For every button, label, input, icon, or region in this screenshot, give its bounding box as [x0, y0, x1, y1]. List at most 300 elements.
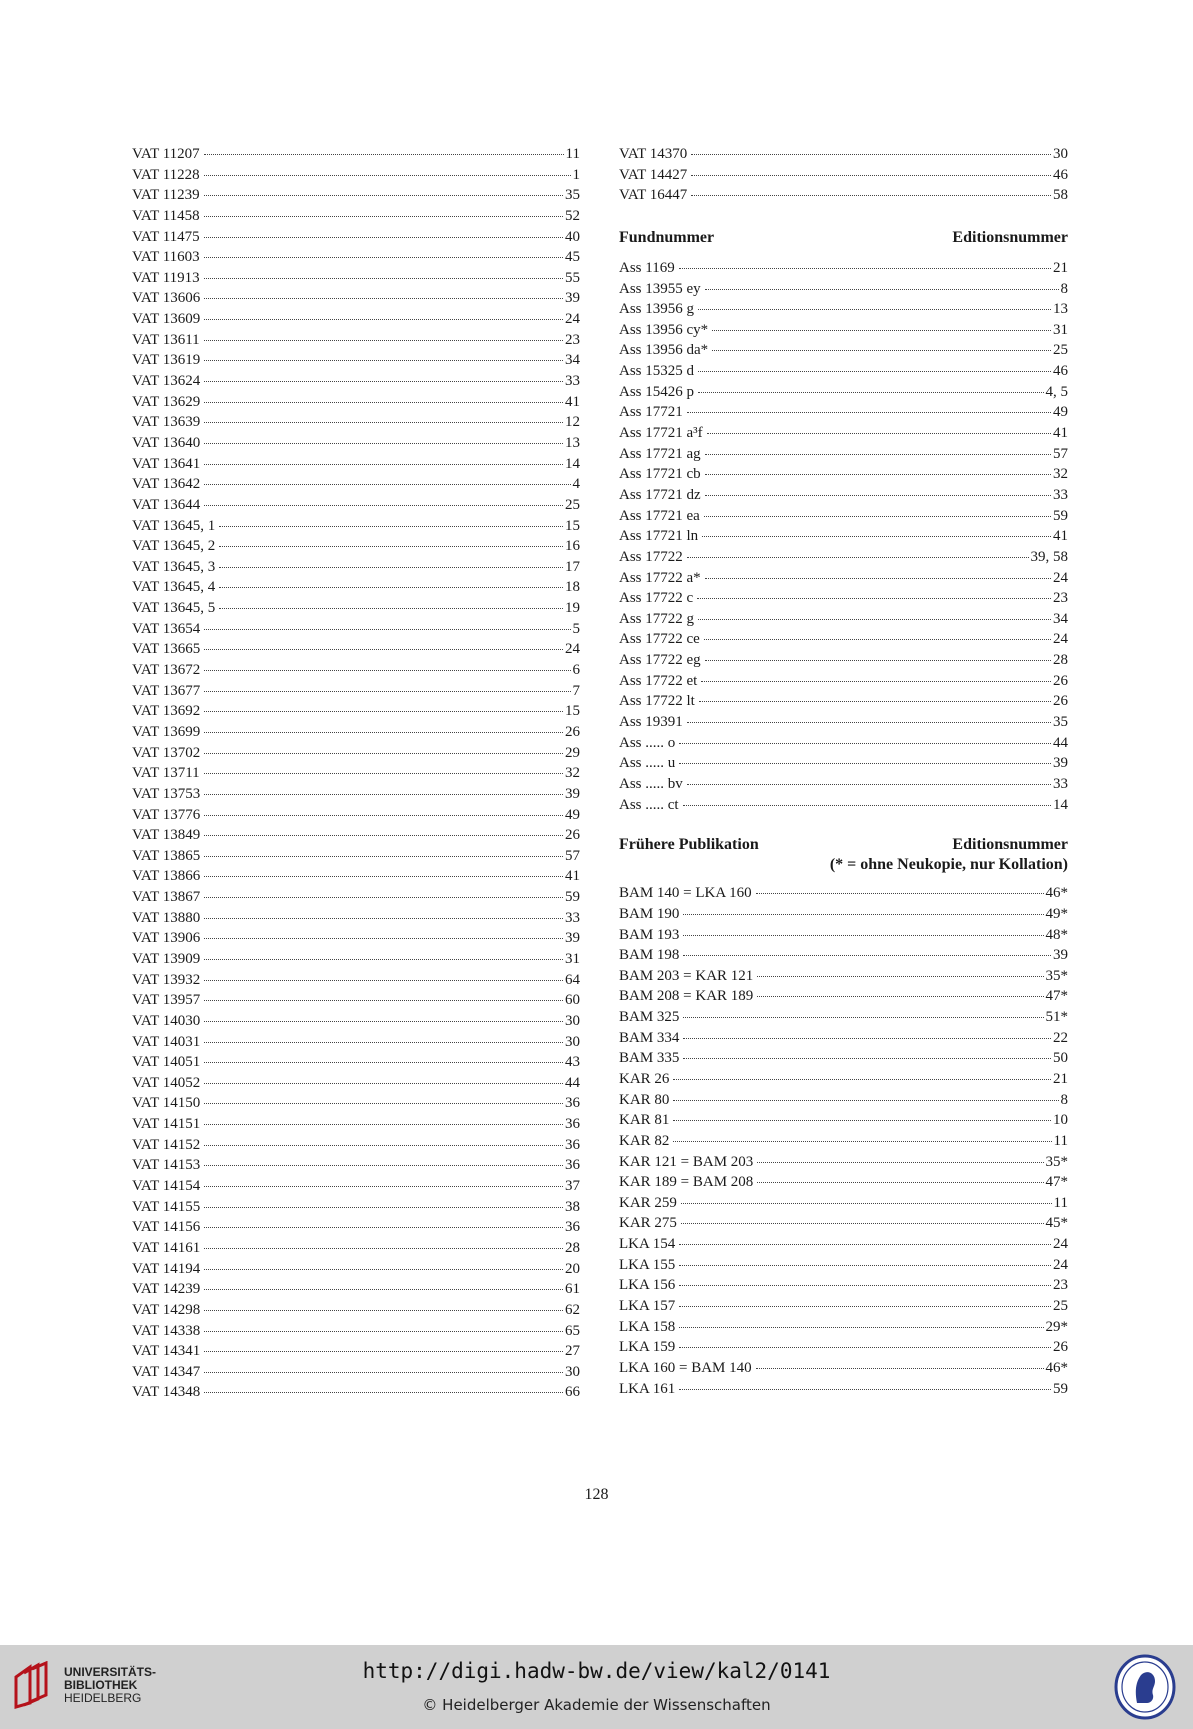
publication-entry	[619, 966, 1068, 987]
entry-number: 36	[565, 1157, 580, 1174]
dot-leader	[704, 516, 1051, 517]
entry-number: 24	[565, 641, 580, 658]
entry-number: 36	[565, 1219, 580, 1236]
entry-label: VAT 13753	[132, 785, 201, 802]
entry-number: 31	[565, 950, 580, 967]
vat-entry	[619, 144, 1068, 165]
dot-leader	[204, 278, 563, 279]
dot-leader	[697, 598, 1051, 599]
dot-leader	[705, 495, 1051, 496]
vat-entry	[132, 763, 580, 784]
entry-number: 41	[1053, 425, 1068, 442]
vat-entry	[132, 1032, 580, 1053]
fund-entry	[619, 340, 1068, 361]
publication-heading-right: Editionsnummer	[952, 836, 1068, 854]
entry-number: 10	[1053, 1112, 1068, 1129]
fund-entry	[619, 588, 1068, 609]
entry-label: VAT 14031	[132, 1033, 201, 1050]
entry-label: LKA 159	[619, 1339, 676, 1356]
entry-number: 20	[565, 1260, 580, 1277]
dot-leader	[204, 835, 563, 836]
dot-leader	[683, 1038, 1051, 1039]
dot-leader	[204, 876, 563, 877]
vat-entry	[132, 350, 580, 371]
vat-entry	[132, 887, 580, 908]
entry-number: 8	[1060, 280, 1068, 297]
entry-label: Ass 17721 ag	[619, 445, 701, 462]
vat-entry	[132, 1155, 580, 1176]
publication-entry	[619, 945, 1068, 966]
entry-number: 4, 5	[1045, 383, 1068, 400]
publication-entry	[619, 1296, 1068, 1317]
dot-leader	[698, 309, 1051, 310]
entry-label: VAT 13619	[132, 352, 201, 369]
dot-leader	[204, 1269, 563, 1270]
dot-leader	[683, 955, 1051, 956]
entry-number: 36	[565, 1136, 580, 1153]
dot-leader	[204, 1062, 563, 1063]
dot-leader	[204, 794, 563, 795]
entry-label: VAT 13699	[132, 723, 201, 740]
publication-entry	[619, 1069, 1068, 1090]
dot-leader	[681, 1223, 1044, 1224]
entry-number: 46*	[1045, 885, 1068, 902]
dot-leader	[219, 587, 563, 588]
entry-number: 23	[1053, 590, 1068, 607]
fundnummer-heading	[619, 228, 1068, 248]
fund-entry	[619, 691, 1068, 712]
vat-entry	[132, 598, 580, 619]
publication-entry	[619, 1275, 1068, 1296]
publication-entry	[619, 883, 1068, 904]
entry-label: VAT 14239	[132, 1281, 201, 1298]
entry-number: 64	[565, 971, 580, 988]
entry-number: 16	[565, 538, 580, 555]
vat-entry	[132, 309, 580, 330]
entry-label: Ass ..... bv	[619, 775, 683, 792]
entry-label: BAM 334	[619, 1029, 680, 1046]
dot-leader	[204, 753, 563, 754]
dot-leader	[204, 443, 563, 444]
dot-leader	[756, 893, 1044, 894]
dot-leader	[204, 815, 563, 816]
dot-leader	[757, 1162, 1043, 1163]
viewer-footer	[0, 1645, 1193, 1729]
entry-number: 33	[565, 373, 580, 390]
entry-label: Ass 13956 da*	[619, 342, 709, 359]
entry-number: 44	[565, 1074, 580, 1091]
entry-label: VAT 13665	[132, 641, 201, 658]
dot-leader	[204, 732, 563, 733]
entry-label: BAM 203 = KAR 121	[619, 967, 754, 984]
entry-number: 44	[1053, 734, 1068, 751]
vat-entry	[132, 268, 580, 289]
entry-label: VAT 13624	[132, 373, 201, 390]
entry-number: 22	[1053, 1029, 1068, 1046]
entry-label: VAT 13672	[132, 662, 201, 679]
dot-leader	[204, 1392, 563, 1393]
entry-label: KAR 259	[619, 1194, 677, 1211]
publication-entry	[619, 1337, 1068, 1358]
entry-number: 25	[1053, 342, 1068, 359]
entry-label: VAT 13776	[132, 806, 201, 823]
entry-label: VAT 14151	[132, 1116, 201, 1133]
vat-entry	[132, 681, 580, 702]
entry-label: Ass 13956 g	[619, 301, 695, 318]
entry-number: 25	[1053, 1298, 1068, 1315]
entry-label: KAR 121 = BAM 203	[619, 1153, 754, 1170]
entry-label: Ass 17722 a*	[619, 569, 701, 586]
vat-entry	[132, 516, 580, 537]
fund-entry	[619, 423, 1068, 444]
vat-entry	[132, 557, 580, 578]
entry-number: 29	[565, 744, 580, 761]
dot-leader	[204, 1103, 563, 1104]
entry-label: Ass 17721 ln	[619, 528, 699, 545]
logo-line-2: BIBLIOTHEK	[64, 1677, 138, 1692]
vat-entry	[132, 185, 580, 206]
vat-entry	[132, 970, 580, 991]
dot-leader	[204, 360, 563, 361]
entry-label: Ass ..... ct	[619, 796, 679, 813]
entry-label: Ass 13955 ey	[619, 280, 701, 297]
entry-label: Ass 17721 cb	[619, 466, 701, 483]
entry-label: Ass 17721 dz	[619, 486, 701, 503]
vat-entry	[132, 1238, 580, 1259]
entry-number: 51*	[1045, 1009, 1068, 1026]
dot-leader	[679, 1244, 1051, 1245]
dot-leader	[681, 1203, 1052, 1204]
entry-label: VAT 13606	[132, 290, 201, 307]
fund-entry	[619, 382, 1068, 403]
publication-entry	[619, 1358, 1068, 1379]
entry-label: VAT 11458	[132, 207, 200, 224]
dot-leader	[204, 402, 563, 403]
entry-number: 36	[565, 1095, 580, 1112]
dot-leader	[204, 1021, 563, 1022]
entry-label: LKA 156	[619, 1277, 676, 1294]
entry-label: VAT 11475	[132, 228, 200, 245]
dot-leader	[691, 175, 1051, 176]
vat-entry	[132, 412, 580, 433]
entry-number: 34	[565, 352, 580, 369]
entry-label: VAT 13957	[132, 992, 201, 1009]
dot-leader	[756, 1368, 1044, 1369]
entry-number: 15	[565, 703, 580, 720]
entry-label: VAT 13711	[132, 765, 200, 782]
fundnummer-list	[619, 258, 1068, 815]
entry-label: VAT 13645, 1	[132, 517, 216, 534]
entry-number: 62	[565, 1301, 580, 1318]
entry-number: 35	[565, 187, 580, 204]
entry-label: BAM 208 = KAR 189	[619, 988, 754, 1005]
entry-number: 39	[565, 930, 580, 947]
fund-entry	[619, 402, 1068, 423]
fund-entry	[619, 733, 1068, 754]
vat-entry	[132, 825, 580, 846]
vat-entry	[132, 928, 580, 949]
entry-label: VAT 14153	[132, 1157, 201, 1174]
entry-label: LKA 157	[619, 1298, 676, 1315]
entry-number: 36	[565, 1116, 580, 1133]
entry-label: VAT 13645, 2	[132, 538, 216, 555]
entry-number: 33	[565, 909, 580, 926]
entry-number: 49	[565, 806, 580, 823]
vat-entry	[132, 144, 580, 165]
publication-entry	[619, 1193, 1068, 1214]
fund-entry	[619, 547, 1068, 568]
dot-leader	[204, 711, 563, 712]
entry-number: 15	[565, 517, 580, 534]
entry-label: VAT 11228	[132, 166, 200, 183]
publication-entry	[619, 1213, 1068, 1234]
entry-label: LKA 155	[619, 1256, 676, 1273]
vat-entry	[132, 1321, 580, 1342]
entry-number: 30	[1053, 146, 1068, 162]
entry-number: 24	[1053, 1236, 1068, 1253]
vat-entry	[132, 330, 580, 351]
entry-label: VAT 13611	[132, 331, 200, 348]
entry-label: VAT 14338	[132, 1322, 201, 1339]
entry-number: 33	[1053, 486, 1068, 503]
dot-leader	[673, 1100, 1058, 1101]
entry-number: 23	[1053, 1277, 1068, 1294]
entry-number: 30	[565, 1363, 580, 1380]
vat-entry	[132, 247, 580, 268]
vat-entry	[132, 227, 580, 248]
dot-leader	[204, 1331, 563, 1332]
dot-leader	[204, 422, 563, 423]
entry-number: 46	[1053, 166, 1068, 183]
vat-entry	[132, 1382, 580, 1403]
entry-number: 12	[565, 414, 580, 431]
entry-label: Ass ..... u	[619, 755, 676, 772]
dot-leader	[683, 914, 1043, 915]
entry-number: 48*	[1045, 926, 1068, 943]
permalink-url[interactable]: http://digi.hadw-bw.de/view/kal2/0141	[362, 1659, 831, 1683]
entry-label: Ass 17722 ce	[619, 631, 700, 648]
entry-number: 24	[1053, 1256, 1068, 1273]
fund-entry	[619, 795, 1068, 816]
vat-continued-list	[619, 144, 1068, 206]
dot-leader	[757, 996, 1043, 997]
dot-leader	[204, 897, 563, 898]
entry-label: VAT 14152	[132, 1136, 201, 1153]
index-column-left	[132, 144, 580, 1403]
entry-number: 32	[565, 765, 580, 782]
vat-entry	[132, 866, 580, 887]
entry-label: VAT 13932	[132, 971, 201, 988]
dot-leader	[204, 505, 563, 506]
entry-label: Ass 17722 eg	[619, 652, 701, 669]
entry-label: VAT 14347	[132, 1363, 201, 1380]
entry-label: Ass 17722 lt	[619, 693, 695, 710]
vat-entry	[132, 577, 580, 598]
entry-number: 7	[572, 682, 580, 699]
academy-seal-icon[interactable]	[1113, 1653, 1177, 1721]
entry-label: VAT 14298	[132, 1301, 201, 1318]
entry-number: 47*	[1045, 1174, 1068, 1191]
entry-number: 5	[572, 620, 580, 637]
entry-label: VAT 14150	[132, 1095, 201, 1112]
entry-number: 13	[1053, 301, 1068, 318]
entry-number: 41	[1053, 528, 1068, 545]
entry-label: VAT 14348	[132, 1384, 201, 1401]
dot-leader	[204, 484, 570, 485]
vat-entry	[132, 1217, 580, 1238]
entry-number: 47*	[1045, 988, 1068, 1005]
entry-label: KAR 275	[619, 1215, 677, 1232]
entry-number: 18	[565, 579, 580, 596]
dot-leader	[219, 546, 563, 547]
publication-entry	[619, 1090, 1068, 1111]
fund-entry	[619, 753, 1068, 774]
vat-entry	[132, 392, 580, 413]
entry-label: VAT 14370	[619, 146, 688, 162]
dot-leader	[673, 1141, 1051, 1142]
vat-entry	[132, 1093, 580, 1114]
fund-entry	[619, 609, 1068, 630]
entry-number: 26	[1053, 1339, 1068, 1356]
vat-entry	[132, 1259, 580, 1280]
dot-leader	[204, 175, 571, 176]
entry-label: VAT 14154	[132, 1178, 201, 1195]
vat-entry	[132, 454, 580, 475]
publication-entry	[619, 925, 1068, 946]
dot-leader	[204, 1186, 563, 1187]
entry-number: 30	[565, 1012, 580, 1029]
dot-leader	[698, 619, 1051, 620]
entry-label: VAT 14052	[132, 1074, 201, 1091]
entry-label: BAM 190	[619, 905, 680, 922]
dot-leader	[204, 1207, 563, 1208]
vat-entry	[132, 784, 580, 805]
entry-label: VAT 13609	[132, 311, 201, 328]
dot-leader	[204, 1310, 563, 1311]
entry-number: 26	[1053, 693, 1068, 710]
entry-label: VAT 13645, 4	[132, 579, 216, 596]
entry-number: 46	[1053, 363, 1068, 380]
entry-label: Ass ..... o	[619, 734, 676, 751]
publication-list	[619, 883, 1068, 1399]
vat-entry	[132, 371, 580, 392]
entry-label: VAT 14341	[132, 1343, 201, 1360]
publication-entry	[619, 1255, 1068, 1276]
dot-leader	[204, 319, 563, 320]
dot-leader	[204, 195, 563, 196]
publication-entry	[619, 1317, 1068, 1338]
dot-leader	[712, 330, 1051, 331]
fund-entry	[619, 671, 1068, 692]
entry-number: 21	[1053, 259, 1068, 276]
entry-number: 35	[1053, 714, 1068, 731]
dot-leader	[704, 639, 1051, 640]
publication-entry	[619, 1007, 1068, 1028]
vat-entry	[132, 619, 580, 640]
vat-entry	[132, 722, 580, 743]
entry-number: 19	[565, 600, 580, 617]
entry-number: 38	[565, 1198, 580, 1215]
dot-leader	[679, 268, 1051, 269]
entry-label: Ass 19391	[619, 714, 683, 731]
entry-label: VAT 13639	[132, 414, 201, 431]
entry-number: 45*	[1045, 1215, 1068, 1232]
entry-number: 25	[565, 496, 580, 513]
dot-leader	[204, 1372, 563, 1373]
entry-number: 59	[565, 889, 580, 906]
entry-label: VAT 13677	[132, 682, 201, 699]
dot-leader	[204, 918, 563, 919]
entry-label: KAR 80	[619, 1091, 670, 1108]
dot-leader	[204, 980, 563, 981]
entry-number: 41	[565, 393, 580, 410]
fund-entry	[619, 320, 1068, 341]
entry-label: VAT 13906	[132, 930, 201, 947]
publication-entry	[619, 1152, 1068, 1173]
dot-leader	[204, 1042, 563, 1043]
fund-entry	[619, 568, 1068, 589]
dot-leader	[204, 959, 563, 960]
vat-entry	[132, 743, 580, 764]
entry-label: VAT 11913	[132, 269, 200, 286]
dot-leader	[679, 1306, 1051, 1307]
fund-entry	[619, 506, 1068, 527]
dot-leader	[679, 763, 1051, 764]
fund-entry	[619, 464, 1068, 485]
publication-entry	[619, 1131, 1068, 1152]
entry-number: 39	[565, 785, 580, 802]
dot-leader	[683, 1017, 1043, 1018]
vat-entry	[132, 639, 580, 660]
entry-number: 65	[565, 1322, 580, 1339]
entry-number: 52	[565, 207, 580, 224]
publication-entry	[619, 1028, 1068, 1049]
entry-number: 50	[1053, 1050, 1068, 1067]
entry-number: 33	[1053, 775, 1068, 792]
publication-heading	[619, 835, 1068, 855]
entry-label: VAT 13867	[132, 889, 201, 906]
entry-number: 24	[1053, 631, 1068, 648]
entry-number: 28	[565, 1239, 580, 1256]
vat-entry	[132, 288, 580, 309]
entry-number: 39	[1053, 755, 1068, 772]
entry-number: 32	[1053, 466, 1068, 483]
dot-leader	[701, 681, 1051, 682]
entry-number: 34	[1053, 610, 1068, 627]
dot-leader	[673, 1079, 1051, 1080]
entry-label: VAT 13909	[132, 950, 201, 967]
dot-leader	[204, 1000, 563, 1001]
dot-leader	[204, 298, 563, 299]
entry-number: 29*	[1045, 1318, 1068, 1335]
dot-leader	[204, 670, 570, 671]
entry-label: Ass 17722	[619, 548, 683, 565]
dot-leader	[204, 340, 563, 341]
entry-number: 26	[1053, 672, 1068, 689]
dot-leader	[204, 1083, 563, 1084]
dot-leader	[673, 1120, 1051, 1121]
vat-entry	[132, 805, 580, 826]
vat-entry	[132, 846, 580, 867]
dot-leader	[705, 289, 1059, 290]
fund-entry	[619, 361, 1068, 382]
vat-entry	[132, 1135, 580, 1156]
entry-label: KAR 26	[619, 1070, 670, 1087]
fund-entry	[619, 485, 1068, 506]
entry-number: 49*	[1045, 905, 1068, 922]
vat-entry	[132, 1114, 580, 1135]
dot-leader	[219, 567, 563, 568]
